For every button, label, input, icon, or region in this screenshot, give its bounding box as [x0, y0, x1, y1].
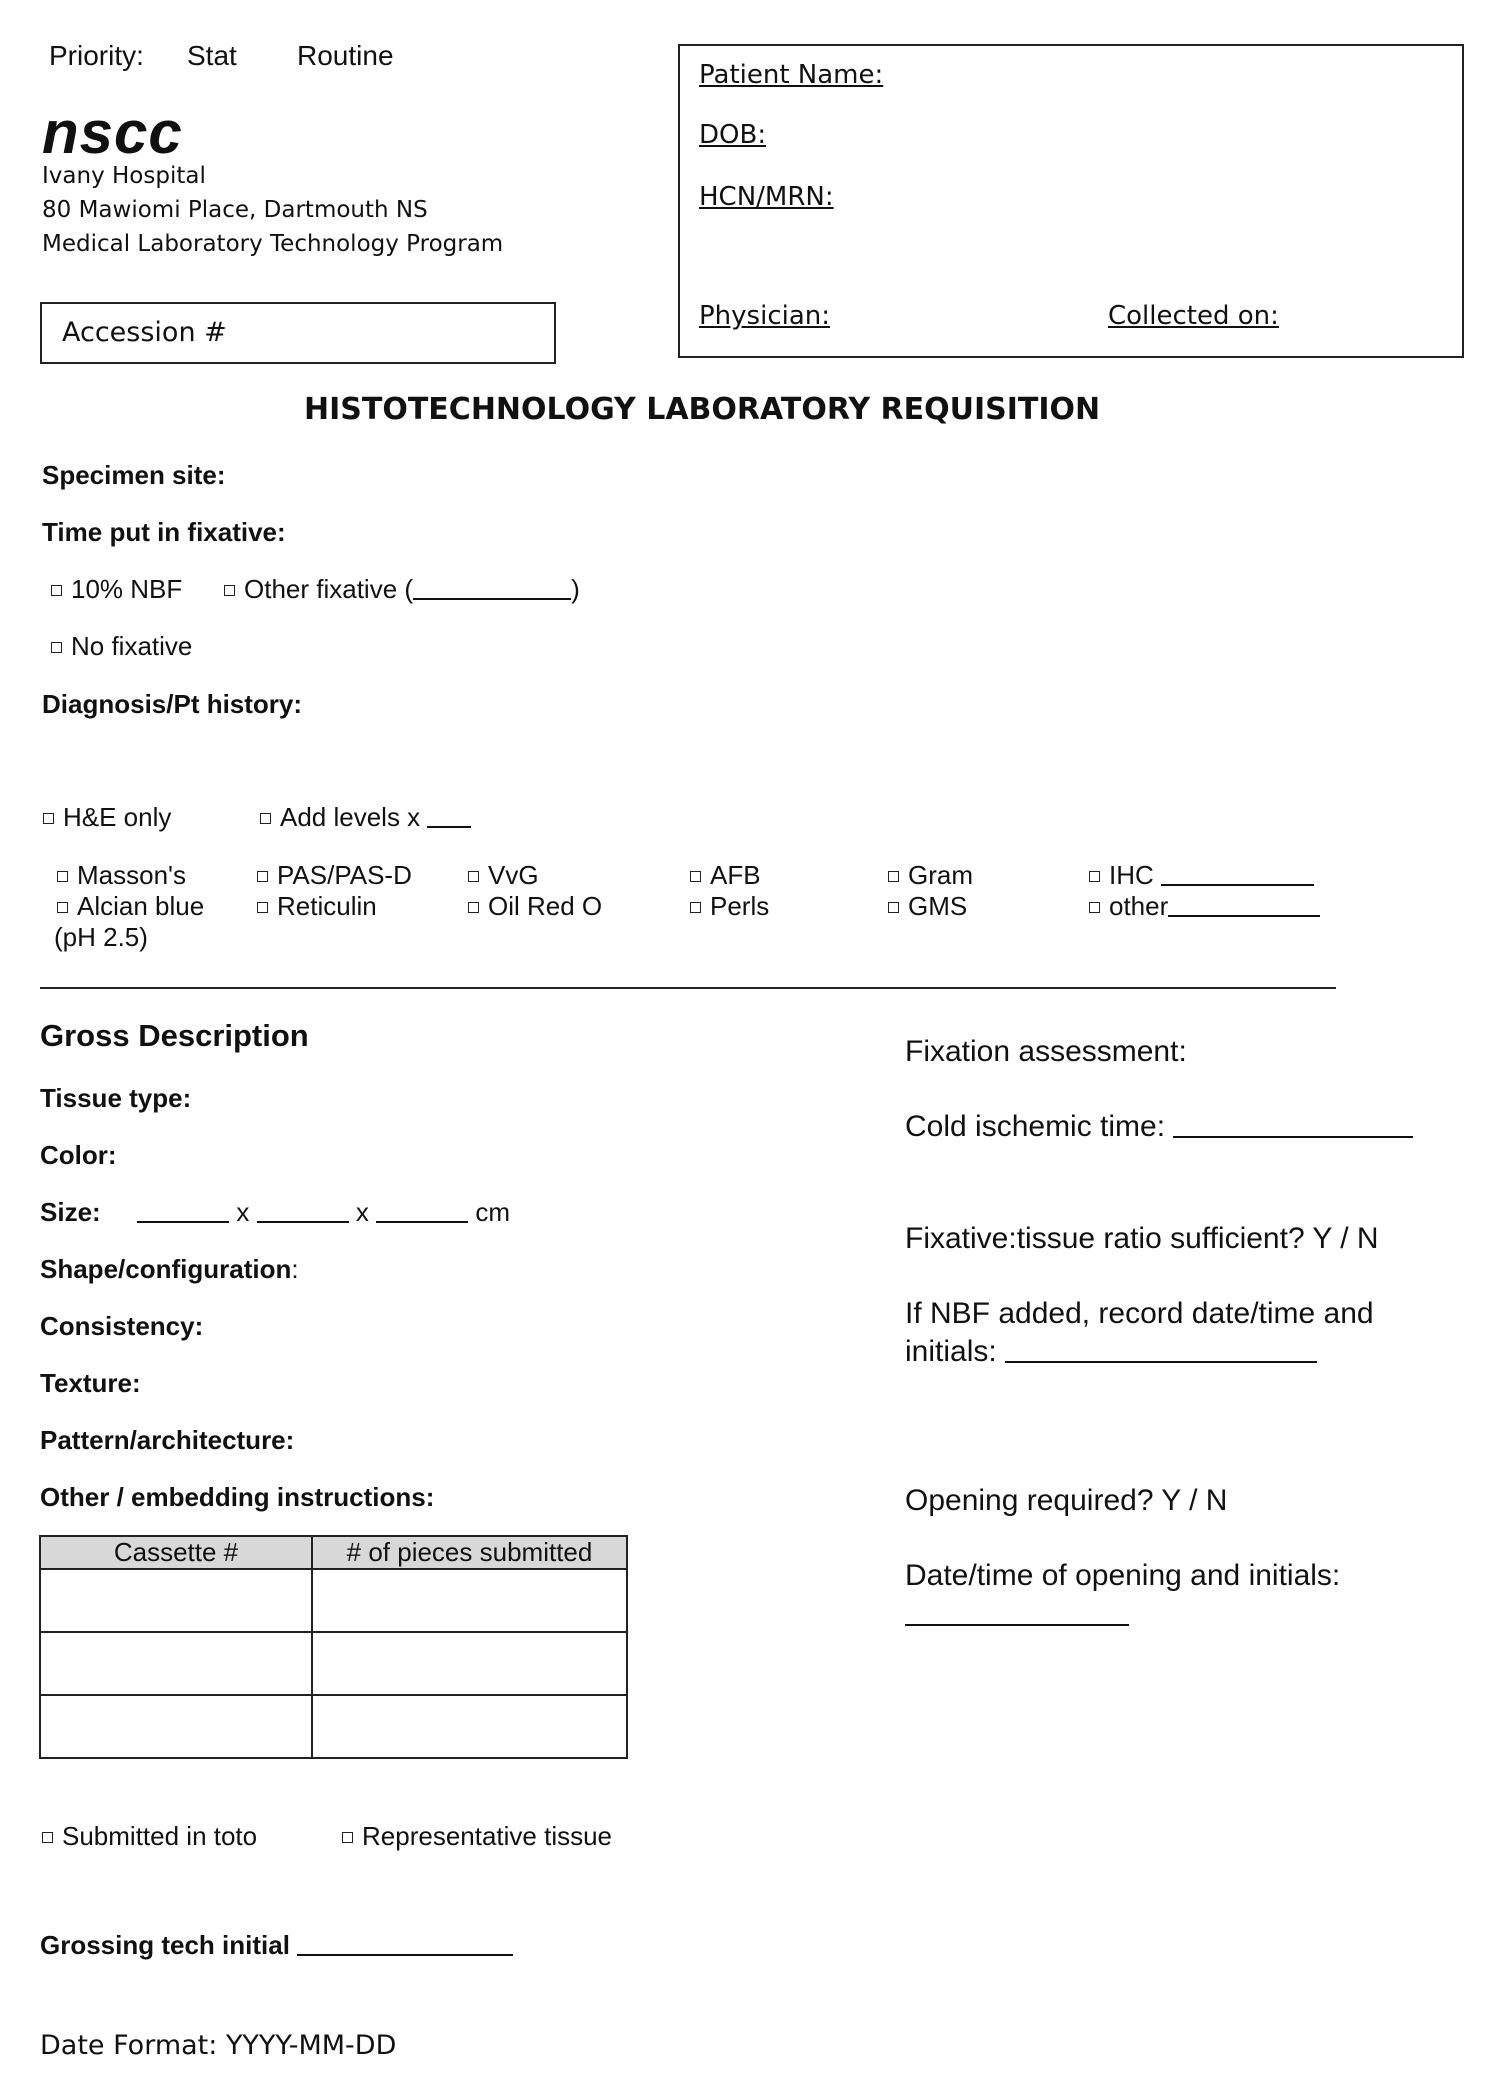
address-line-program: Medical Laboratory Technology Program — [42, 231, 504, 257]
stain-ihc[interactable] — [1089, 860, 1314, 891]
afb-checkbox[interactable] — [690, 871, 701, 882]
date-format-note: Date Format: YYYY-MM-DD — [40, 2030, 397, 2061]
size-blank-1[interactable] — [137, 1220, 229, 1223]
stain-reticulin[interactable] — [257, 891, 377, 922]
gms-label: GMS — [908, 891, 968, 921]
massons-checkbox[interactable] — [57, 871, 68, 882]
representative-checkbox[interactable] — [342, 1832, 353, 1843]
add-levels-blank[interactable] — [427, 825, 471, 828]
stain-oil-red[interactable] — [468, 891, 602, 922]
ihc-blank[interactable] — [1161, 883, 1314, 886]
reticulin-label: Reticulin — [277, 891, 377, 921]
opening-date-blank[interactable] — [905, 1624, 1129, 1626]
address-line-hospital: Ivany Hospital — [42, 163, 206, 189]
size-x-1: x — [236, 1197, 250, 1227]
stain-gms[interactable] — [888, 891, 967, 922]
specimen-site-label: Specimen site: — [42, 460, 226, 490]
cassette-cell[interactable] — [40, 1569, 312, 1632]
shape-colon: : — [291, 1254, 299, 1284]
submitted-in-toto-checkbox[interactable] — [42, 1832, 53, 1843]
no-fixative-option[interactable] — [51, 631, 192, 662]
pieces-cell[interactable] — [312, 1695, 627, 1758]
size-row — [40, 1197, 510, 1228]
vvg-checkbox[interactable] — [468, 871, 479, 882]
cassette-cell[interactable] — [40, 1632, 312, 1695]
other-stain-checkbox[interactable] — [1089, 902, 1100, 913]
submitted-in-toto-label: Submitted in toto — [62, 1821, 258, 1851]
other-fixative-blank[interactable] — [413, 597, 571, 600]
nscc-logo: nscc — [42, 99, 183, 166]
vvg-label: VvG — [488, 860, 539, 890]
alcian-checkbox[interactable] — [57, 902, 68, 913]
alcian-ph-label: (pH 2.5) — [54, 922, 148, 952]
nbf-added-blank[interactable] — [1005, 1360, 1317, 1363]
priority-stat-option[interactable]: Stat — [187, 40, 237, 71]
cassette-table — [39, 1535, 628, 1759]
physician-label: Physician: — [699, 301, 831, 331]
cassette-cell[interactable] — [40, 1695, 312, 1758]
patient-info-box — [678, 44, 1464, 358]
grossing-initial-row — [40, 1930, 513, 1961]
he-only-label: H&E only — [63, 802, 172, 832]
he-only-checkbox[interactable] — [43, 813, 54, 824]
massons-label: Masson's — [77, 860, 187, 890]
consistency-label: Consistency: — [40, 1311, 204, 1341]
add-levels-option[interactable] — [260, 802, 471, 833]
opening-required-label: Opening required? Y / N — [905, 1484, 1228, 1517]
stain-gram[interactable] — [888, 860, 973, 891]
stain-vvg[interactable] — [468, 860, 539, 891]
pas-checkbox[interactable] — [257, 871, 268, 882]
other-embedding-label: Other / embedding instructions: — [40, 1482, 435, 1512]
nbf-added-row — [905, 1335, 1317, 1369]
representative-label: Representative tissue — [362, 1821, 613, 1851]
collected-on-label: Collected on: — [1108, 301, 1279, 331]
shape-label: Shape/configuration — [40, 1254, 292, 1284]
add-levels-label: Add levels x — [280, 802, 421, 832]
nbf-checkbox[interactable] — [51, 585, 62, 596]
he-only-option[interactable] — [43, 802, 171, 833]
submitted-in-toto-option[interactable] — [42, 1821, 257, 1852]
pas-label: PAS/PAS-D — [277, 860, 412, 890]
color-label: Color: — [40, 1140, 117, 1170]
other-fixative-checkbox[interactable] — [224, 585, 235, 596]
size-label: Size: — [40, 1197, 101, 1227]
pattern-label: Pattern/architecture: — [40, 1425, 295, 1455]
texture-label: Texture: — [40, 1368, 141, 1398]
nbf-option[interactable] — [51, 574, 182, 605]
size-x-2: x — [355, 1197, 369, 1227]
priority-routine-option[interactable]: Routine — [297, 40, 394, 71]
size-cm: cm — [475, 1197, 510, 1227]
patient-name-label: Patient Name: — [699, 60, 884, 90]
perls-checkbox[interactable] — [690, 902, 701, 913]
perls-label: Perls — [710, 891, 770, 921]
pieces-cell[interactable] — [312, 1569, 627, 1632]
gram-checkbox[interactable] — [888, 871, 899, 882]
other-stain-label: other — [1109, 891, 1169, 921]
ihc-label: IHC — [1109, 860, 1154, 890]
dob-label: DOB: — [699, 120, 767, 150]
priority-label: Priority: — [49, 40, 144, 71]
time-in-fixative-label: Time put in fixative: — [42, 517, 286, 547]
section-divider — [40, 987, 1336, 989]
stain-afb[interactable] — [690, 860, 761, 891]
other-fixative-label: Other fixative ( — [244, 574, 414, 604]
other-fixative-close: ) — [571, 574, 580, 604]
reticulin-checkbox[interactable] — [257, 902, 268, 913]
address-line-street: 80 Mawiomi Place, Dartmouth NS — [42, 197, 428, 223]
pieces-cell[interactable] — [312, 1632, 627, 1695]
stain-alcian[interactable] — [57, 891, 204, 922]
size-blank-3[interactable] — [376, 1220, 468, 1223]
stain-pas[interactable] — [257, 860, 412, 891]
pieces-header: # of pieces submitted — [312, 1536, 627, 1569]
no-fixative-checkbox[interactable] — [51, 642, 62, 653]
gross-description-heading: Gross Description — [40, 1018, 309, 1053]
no-fixative-label: No fixative — [71, 631, 193, 661]
oil-red-label: Oil Red O — [488, 891, 603, 921]
fixative-ratio-label: Fixative:tissue ratio sufficient? Y / N — [905, 1222, 1379, 1255]
afb-label: AFB — [710, 860, 761, 890]
diagnosis-label: Diagnosis/Pt history: — [42, 689, 303, 719]
alcian-label: Alcian blue — [77, 891, 205, 921]
size-blank-2[interactable] — [257, 1220, 349, 1223]
add-levels-checkbox[interactable] — [260, 813, 271, 824]
oil-red-checkbox[interactable] — [468, 902, 479, 913]
cassette-header: Cassette # — [40, 1536, 312, 1569]
opening-date-label: Date/time of opening and initials: — [905, 1559, 1341, 1592]
hcn-mrn-label: HCN/MRN: — [699, 182, 834, 212]
ihc-checkbox[interactable] — [1089, 871, 1100, 882]
cold-ischemic-blank[interactable] — [1173, 1135, 1413, 1138]
nbf-added-label-1: If NBF added, record date/time and — [905, 1297, 1374, 1330]
other-stain-blank[interactable] — [1168, 914, 1320, 917]
grossing-initial-label: Grossing tech initial — [40, 1930, 290, 1960]
shape-row — [40, 1254, 299, 1285]
tissue-type-label: Tissue type: — [40, 1083, 192, 1113]
stain-perls[interactable] — [690, 891, 769, 922]
nbf-label: 10% NBF — [71, 574, 183, 604]
cold-ischemic-row — [905, 1110, 1413, 1144]
stain-massons[interactable] — [57, 860, 186, 891]
other-fixative-option[interactable] — [224, 574, 580, 605]
grossing-initial-blank[interactable] — [297, 1953, 513, 1956]
accession-label: Accession # — [62, 317, 227, 348]
nbf-added-label-2: initials: — [905, 1335, 997, 1368]
stain-other[interactable] — [1089, 891, 1320, 922]
accession-field[interactable] — [40, 302, 556, 364]
cold-ischemic-label: Cold ischemic time: — [905, 1110, 1166, 1143]
representative-option[interactable] — [342, 1821, 612, 1852]
page-title: HISTOTECHNOLOGY LABORATORY REQUISITION — [304, 392, 1101, 427]
gms-checkbox[interactable] — [888, 902, 899, 913]
gram-label: Gram — [908, 860, 973, 890]
fixation-assessment-label: Fixation assessment: — [905, 1035, 1187, 1068]
